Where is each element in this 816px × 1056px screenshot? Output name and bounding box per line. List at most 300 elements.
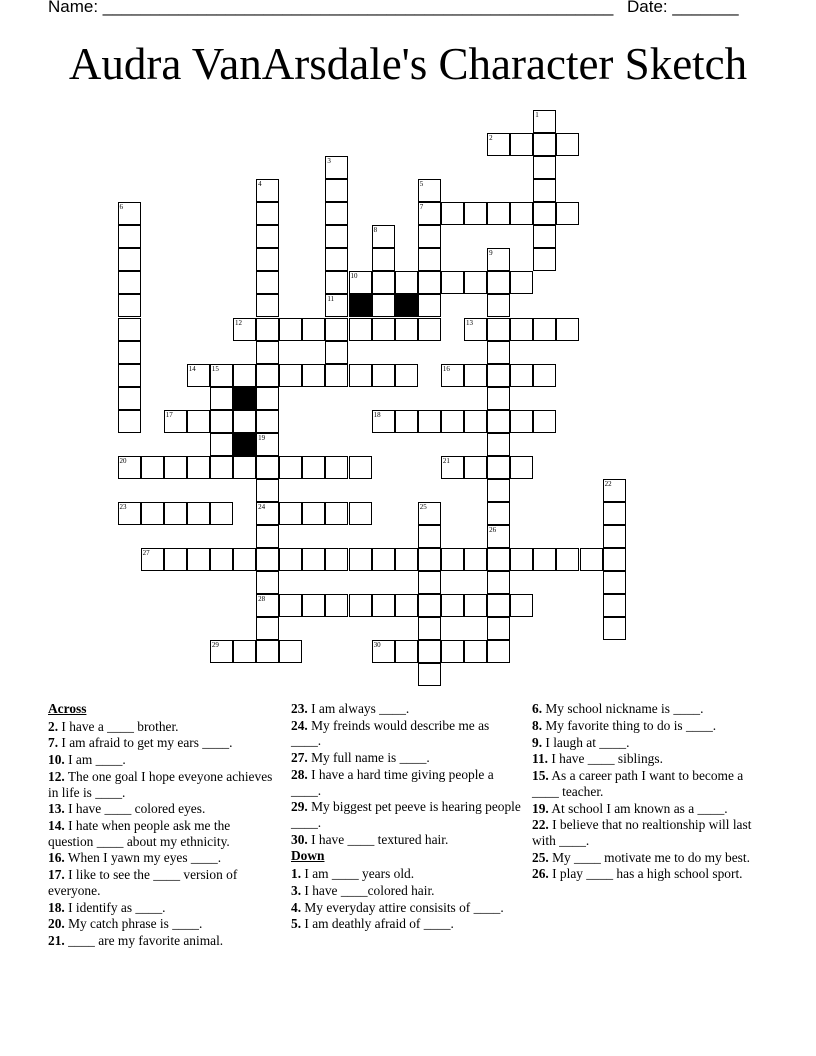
crossword-cell[interactable] xyxy=(256,617,279,640)
crossword-cell[interactable] xyxy=(279,640,302,663)
clue xyxy=(48,933,278,949)
crossword-cell[interactable] xyxy=(372,364,395,387)
cell-number: 23 xyxy=(119,502,127,511)
clue-number: 12. xyxy=(48,768,65,784)
crossword-cell[interactable] xyxy=(279,456,302,479)
clue xyxy=(291,883,521,899)
crossword-cell[interactable] xyxy=(279,318,302,341)
crossword-cell[interactable] xyxy=(603,571,626,594)
crossword-cell[interactable] xyxy=(256,410,279,433)
crossword-cell[interactable] xyxy=(233,548,256,571)
crossword-cell[interactable] xyxy=(533,202,556,225)
crossword-cell[interactable] xyxy=(603,548,626,571)
crossword-cell[interactable] xyxy=(256,202,279,225)
clue xyxy=(291,767,521,798)
crossword-cell[interactable] xyxy=(349,594,372,617)
crossword-cell[interactable] xyxy=(510,364,533,387)
crossword-cell[interactable] xyxy=(533,318,556,341)
crossword-cell[interactable] xyxy=(464,202,487,225)
clue xyxy=(532,701,762,717)
crossword-cell[interactable] xyxy=(603,525,626,548)
date-field: Date: _______ xyxy=(627,0,739,16)
crossword-cell[interactable] xyxy=(487,248,510,271)
crossword-cell[interactable] xyxy=(302,594,325,617)
crossword-cell[interactable] xyxy=(302,502,325,525)
crossword-cell[interactable] xyxy=(349,548,372,571)
crossword-cell[interactable] xyxy=(325,502,348,525)
crossword-cell[interactable] xyxy=(603,594,626,617)
crossword-cell[interactable] xyxy=(349,318,372,341)
clue-number: 23. xyxy=(291,701,308,716)
crossword-cell[interactable] xyxy=(233,410,256,433)
crossword-cell[interactable] xyxy=(256,548,279,571)
crossword-cell[interactable] xyxy=(164,502,187,525)
crossword-cell[interactable] xyxy=(233,318,256,341)
crossword-cell[interactable] xyxy=(487,456,510,479)
crossword-cell[interactable] xyxy=(556,133,579,156)
crossword-cell[interactable] xyxy=(464,640,487,663)
crossword-cell[interactable] xyxy=(418,594,441,617)
crossword-cell[interactable] xyxy=(510,594,533,617)
crossword-cell[interactable] xyxy=(487,433,510,456)
crossword-cell[interactable] xyxy=(233,456,256,479)
crossword-cell[interactable] xyxy=(187,502,210,525)
crossword-cell[interactable] xyxy=(418,410,441,433)
crossword-cell[interactable] xyxy=(487,571,510,594)
crossword-cell[interactable] xyxy=(210,502,233,525)
crossword-cell[interactable] xyxy=(464,410,487,433)
crossword-cell[interactable] xyxy=(487,410,510,433)
crossword-cell[interactable] xyxy=(418,179,441,202)
clue-number: 14. xyxy=(48,818,65,834)
clue xyxy=(532,718,762,734)
clues-column-3 xyxy=(532,701,762,883)
clue-number: 21. xyxy=(48,933,65,949)
clue-text: My freinds would describe me as ____. xyxy=(291,717,490,749)
clue-text: My school nickname is ____. xyxy=(542,701,704,716)
clue xyxy=(291,900,521,916)
clue xyxy=(48,801,278,817)
crossword-cell[interactable] xyxy=(533,548,556,571)
crossword-cell[interactable] xyxy=(164,456,187,479)
clue-text: I believe that no realtionship will last with ____. xyxy=(532,817,752,848)
crossword-cell[interactable] xyxy=(395,548,418,571)
crossword-cell[interactable] xyxy=(325,456,348,479)
crossword-cell[interactable] xyxy=(210,364,233,387)
crossword-cell[interactable] xyxy=(118,202,141,225)
crossword-cell[interactable] xyxy=(556,318,579,341)
crossword-cell[interactable] xyxy=(487,318,510,341)
clue-number: 25. xyxy=(532,849,549,865)
crossword-cell[interactable] xyxy=(372,225,395,248)
clue xyxy=(291,916,521,932)
crossword-cell[interactable] xyxy=(603,502,626,525)
black-square xyxy=(395,294,418,317)
clue xyxy=(532,850,762,866)
crossword-cell[interactable] xyxy=(487,640,510,663)
crossword-cell[interactable] xyxy=(325,341,348,364)
cell-number: 3 xyxy=(327,157,331,166)
crossword-cell[interactable] xyxy=(395,271,418,294)
crossword-cell[interactable] xyxy=(118,364,141,387)
clue-text: I am afraid to get my ears ____. xyxy=(58,735,233,751)
crossword-cell[interactable] xyxy=(603,617,626,640)
crossword-cell[interactable] xyxy=(256,525,279,548)
crossword-cell[interactable] xyxy=(395,640,418,663)
crossword-cell[interactable] xyxy=(487,364,510,387)
crossword-cell[interactable] xyxy=(510,202,533,225)
crossword-cell[interactable] xyxy=(118,248,141,271)
crossword-cell[interactable] xyxy=(487,202,510,225)
crossword-cell[interactable] xyxy=(487,594,510,617)
clue-section-heading: Across xyxy=(48,701,87,716)
crossword-cell[interactable] xyxy=(603,479,626,502)
crossword-cell[interactable] xyxy=(118,318,141,341)
crossword-cell[interactable] xyxy=(233,640,256,663)
crossword-cell[interactable] xyxy=(418,525,441,548)
crossword-cell[interactable] xyxy=(372,640,395,663)
clue-number: 15. xyxy=(532,768,549,784)
crossword-cell[interactable] xyxy=(395,594,418,617)
clue xyxy=(532,751,762,767)
crossword-cell[interactable] xyxy=(210,433,233,456)
clue xyxy=(48,916,278,932)
crossword-cell[interactable] xyxy=(487,294,510,317)
crossword-cell[interactable] xyxy=(279,594,302,617)
clue-text: My biggest pet peeve is hearing people ____. xyxy=(291,799,521,830)
crossword-cell[interactable] xyxy=(349,364,372,387)
crossword-cell[interactable] xyxy=(487,525,510,548)
crossword-cell[interactable] xyxy=(464,364,487,387)
cell-number: 11 xyxy=(327,295,335,304)
cell-number: 29 xyxy=(211,641,219,650)
crossword-cell[interactable] xyxy=(118,502,141,525)
crossword-cell[interactable] xyxy=(325,248,348,271)
clue xyxy=(291,718,521,749)
cell-number: 19 xyxy=(258,433,266,442)
clue xyxy=(532,801,762,817)
crossword-cell[interactable] xyxy=(256,341,279,364)
crossword-cell[interactable] xyxy=(372,548,395,571)
crossword-cell[interactable] xyxy=(418,502,441,525)
crossword-cell[interactable] xyxy=(256,294,279,317)
cell-number: 18 xyxy=(373,410,381,419)
crossword-cell[interactable] xyxy=(395,410,418,433)
clue-number: 30. xyxy=(291,831,308,847)
crossword-cell[interactable] xyxy=(418,318,441,341)
crossword-cell[interactable] xyxy=(256,271,279,294)
crossword-cell[interactable] xyxy=(302,318,325,341)
crossword-cell[interactable] xyxy=(325,202,348,225)
clue-number: 2. xyxy=(48,718,59,734)
cell-number: 12 xyxy=(235,318,242,327)
crossword-cell[interactable] xyxy=(418,202,441,225)
crossword-cell[interactable] xyxy=(256,502,279,525)
crossword-cell[interactable] xyxy=(233,364,256,387)
crossword-cell[interactable] xyxy=(279,364,302,387)
crossword-cell[interactable] xyxy=(118,456,141,479)
clue-number: 13. xyxy=(48,801,65,817)
clue-number: 11. xyxy=(532,751,548,767)
clue xyxy=(291,750,521,766)
clue-number: 7. xyxy=(48,735,59,751)
crossword-cell[interactable] xyxy=(372,410,395,433)
crossword-cell[interactable] xyxy=(487,387,510,410)
crossword-cell[interactable] xyxy=(349,271,372,294)
crossword-cell[interactable] xyxy=(256,433,279,456)
crossword-cell[interactable] xyxy=(210,456,233,479)
cell-number: 17 xyxy=(165,410,173,419)
clue xyxy=(532,768,762,799)
crossword-cell[interactable] xyxy=(256,318,279,341)
clues-column-1 xyxy=(48,701,278,950)
clue-text: When I yawn my eyes ____. xyxy=(64,850,222,866)
crossword-cell[interactable] xyxy=(279,548,302,571)
crossword-cell[interactable] xyxy=(187,364,210,387)
crossword-cell[interactable] xyxy=(187,410,210,433)
crossword-cell[interactable] xyxy=(210,410,233,433)
crossword-cell[interactable] xyxy=(418,640,441,663)
crossword-cell[interactable] xyxy=(256,479,279,502)
crossword-cell[interactable] xyxy=(372,594,395,617)
crossword-cell[interactable] xyxy=(302,456,325,479)
crossword-cell[interactable] xyxy=(510,271,533,294)
crossword-cell[interactable] xyxy=(325,318,348,341)
crossword-cell[interactable] xyxy=(118,410,141,433)
clue-text: As a career path I want to become a ____ teacher. xyxy=(532,768,744,799)
crossword-cell[interactable] xyxy=(256,640,279,663)
clue-text: I have a hard time giving people a ____. xyxy=(291,766,494,798)
clue-text: My everyday attire consisits of ____. xyxy=(301,899,504,915)
crossword-cell[interactable] xyxy=(441,364,464,387)
crossword-cell[interactable] xyxy=(487,341,510,364)
clue-number: 28. xyxy=(291,766,308,782)
crossword-cell[interactable] xyxy=(556,202,579,225)
crossword-cell[interactable] xyxy=(533,225,556,248)
crossword-cell[interactable] xyxy=(510,133,533,156)
clue-text: My catch phrase is ____. xyxy=(64,916,203,932)
clue xyxy=(48,719,278,735)
crossword-cell[interactable] xyxy=(141,502,164,525)
crossword-cell[interactable] xyxy=(580,548,603,571)
clue xyxy=(48,769,278,800)
clue xyxy=(48,867,278,898)
crossword-cell[interactable] xyxy=(256,179,279,202)
crossword-cell[interactable] xyxy=(533,410,556,433)
clue xyxy=(291,866,521,882)
clue xyxy=(291,799,521,830)
crossword-cell[interactable] xyxy=(325,364,348,387)
crossword-cell[interactable] xyxy=(279,502,302,525)
crossword-cell[interactable] xyxy=(118,225,141,248)
crossword-cell[interactable] xyxy=(441,548,464,571)
crossword-cell[interactable] xyxy=(325,179,348,202)
crossword-cell[interactable] xyxy=(418,617,441,640)
cell-number: 5 xyxy=(419,180,424,189)
crossword-cell[interactable] xyxy=(141,548,164,571)
clue-text: I am ____. xyxy=(64,752,126,768)
clue-text: My ____ motivate me to do my best. xyxy=(548,849,750,865)
clue-number: 18. xyxy=(48,899,65,915)
clue-text: I play ____ has a high school sport. xyxy=(548,866,743,882)
name-field: Name: ______________________________________________________ xyxy=(48,0,614,16)
clue-number: 22. xyxy=(532,817,549,833)
crossword-cell[interactable] xyxy=(533,133,556,156)
clue xyxy=(532,817,762,848)
clue-number: 27. xyxy=(291,750,308,766)
crossword-cell[interactable] xyxy=(487,617,510,640)
crossword-cell[interactable] xyxy=(510,410,533,433)
crossword-cell[interactable] xyxy=(464,318,487,341)
crossword-cell[interactable] xyxy=(187,548,210,571)
black-square xyxy=(233,387,256,410)
crossword-cell[interactable] xyxy=(325,271,348,294)
crossword-cell[interactable] xyxy=(349,502,372,525)
crossword-cell[interactable] xyxy=(372,318,395,341)
clue-number: 17. xyxy=(48,867,65,883)
crossword-cell[interactable] xyxy=(395,364,418,387)
crossword-cell[interactable] xyxy=(372,271,395,294)
crossword-cell[interactable] xyxy=(533,364,556,387)
crossword-cell[interactable] xyxy=(372,294,395,317)
crossword-cell[interactable] xyxy=(325,294,348,317)
clue-text: I am always ____. xyxy=(307,701,410,716)
crossword-cell[interactable] xyxy=(418,294,441,317)
black-square xyxy=(349,294,372,317)
cell-number: 30 xyxy=(373,641,381,650)
cell-number: 25 xyxy=(419,502,427,511)
crossword-cell[interactable] xyxy=(441,410,464,433)
cell-number: 10 xyxy=(350,272,358,281)
crossword-cell[interactable] xyxy=(510,456,533,479)
crossword-cell[interactable] xyxy=(464,594,487,617)
crossword-cell[interactable] xyxy=(210,548,233,571)
crossword-cell[interactable] xyxy=(210,387,233,410)
crossword-cell[interactable] xyxy=(418,248,441,271)
clue-number: 6. xyxy=(532,701,543,716)
crossword-cell[interactable] xyxy=(395,318,418,341)
clue xyxy=(48,818,278,849)
crossword-cell[interactable] xyxy=(487,133,510,156)
crossword-cell[interactable] xyxy=(325,594,348,617)
crossword-cell[interactable] xyxy=(256,456,279,479)
clue xyxy=(532,866,762,882)
crossword-cell[interactable] xyxy=(164,410,187,433)
clue-number: 1. xyxy=(291,866,302,882)
cell-number: 4 xyxy=(258,180,262,189)
cell-number: 28 xyxy=(258,595,266,603)
black-square xyxy=(233,433,256,456)
crossword-cell[interactable] xyxy=(118,387,141,410)
clue-number: 8. xyxy=(532,717,543,733)
crossword-cell[interactable] xyxy=(256,225,279,248)
crossword-cell[interactable] xyxy=(464,548,487,571)
crossword-cell[interactable] xyxy=(464,456,487,479)
crossword-cell[interactable] xyxy=(256,387,279,410)
crossword-cell[interactable] xyxy=(464,271,487,294)
cell-number: 16 xyxy=(442,364,450,373)
cell-number: 26 xyxy=(489,525,497,534)
clue-text: I have ____ colored eyes. xyxy=(64,801,206,817)
crossword-cell[interactable] xyxy=(441,594,464,617)
cell-number: 20 xyxy=(119,456,127,465)
crossword-cell[interactable] xyxy=(418,225,441,248)
clue-section-heading: Down xyxy=(291,848,325,864)
clue-text: My full name is ____. xyxy=(307,750,430,766)
crossword-cell[interactable] xyxy=(487,271,510,294)
crossword-cell[interactable] xyxy=(325,225,348,248)
clue-number: 16. xyxy=(48,850,65,866)
crossword-cell[interactable] xyxy=(256,571,279,594)
crossword-cell[interactable] xyxy=(418,271,441,294)
crossword-cell[interactable] xyxy=(533,156,556,179)
cell-number: 7 xyxy=(419,203,424,212)
crossword-cell[interactable] xyxy=(302,548,325,571)
crossword-cell[interactable] xyxy=(256,594,279,617)
crossword-cell[interactable] xyxy=(325,548,348,571)
cell-number: 14 xyxy=(188,364,196,373)
cell-number: 6 xyxy=(119,203,123,212)
clue-text: I identify as ____. xyxy=(64,899,166,915)
cell-number: 8 xyxy=(373,226,378,235)
crossword-cell[interactable] xyxy=(487,502,510,525)
crossword-cell[interactable] xyxy=(256,364,279,387)
clue-text: My favorite thing to do is ____. xyxy=(542,717,717,733)
clue-number: 9. xyxy=(532,734,543,750)
crossword-cell[interactable] xyxy=(418,548,441,571)
clue-number: 24. xyxy=(291,717,308,733)
crossword-cell[interactable] xyxy=(441,271,464,294)
crossword-cell[interactable] xyxy=(372,248,395,271)
crossword-cell[interactable] xyxy=(118,271,141,294)
crossword-cell[interactable] xyxy=(533,179,556,202)
crossword-cell[interactable] xyxy=(118,341,141,364)
crossword-cell[interactable] xyxy=(441,456,464,479)
clue-text: The one goal I hope eveyone achieves in life is ____. xyxy=(48,768,273,800)
crossword-cell[interactable] xyxy=(487,479,510,502)
crossword-cell[interactable] xyxy=(349,456,372,479)
crossword-cell[interactable] xyxy=(487,548,510,571)
crossword-cell[interactable] xyxy=(187,456,210,479)
crossword-cell[interactable] xyxy=(118,294,141,317)
crossword-cell[interactable] xyxy=(533,248,556,271)
crossword-cell[interactable] xyxy=(441,202,464,225)
clue-number: 5. xyxy=(291,916,302,932)
crossword-cell[interactable] xyxy=(418,571,441,594)
clue-number: 19. xyxy=(532,800,549,816)
cell-number: 1 xyxy=(535,111,539,119)
cell-number: 2 xyxy=(489,134,493,143)
crossword-cell[interactable] xyxy=(210,640,233,663)
crossword-cell[interactable] xyxy=(533,110,556,133)
crossword-cell[interactable] xyxy=(164,548,187,571)
clue xyxy=(48,735,278,751)
clue-text: ____ are my favorite animal. xyxy=(64,933,224,949)
cell-number: 27 xyxy=(142,549,150,557)
crossword-cell[interactable] xyxy=(556,548,579,571)
clue-text: I have ____colored hair. xyxy=(301,882,435,898)
crossword-cell[interactable] xyxy=(441,640,464,663)
crossword-cell[interactable] xyxy=(256,248,279,271)
crossword-cell[interactable] xyxy=(510,318,533,341)
crossword-cell[interactable] xyxy=(302,364,325,387)
cell-number: 9 xyxy=(489,249,493,258)
clue-text: I hate when people ask me the question ____ about my ethnicity. xyxy=(48,818,231,849)
crossword-cell[interactable] xyxy=(510,548,533,571)
crossword-cell[interactable] xyxy=(325,156,348,179)
crossword-cell[interactable] xyxy=(418,663,441,686)
crossword-cell[interactable] xyxy=(141,456,164,479)
